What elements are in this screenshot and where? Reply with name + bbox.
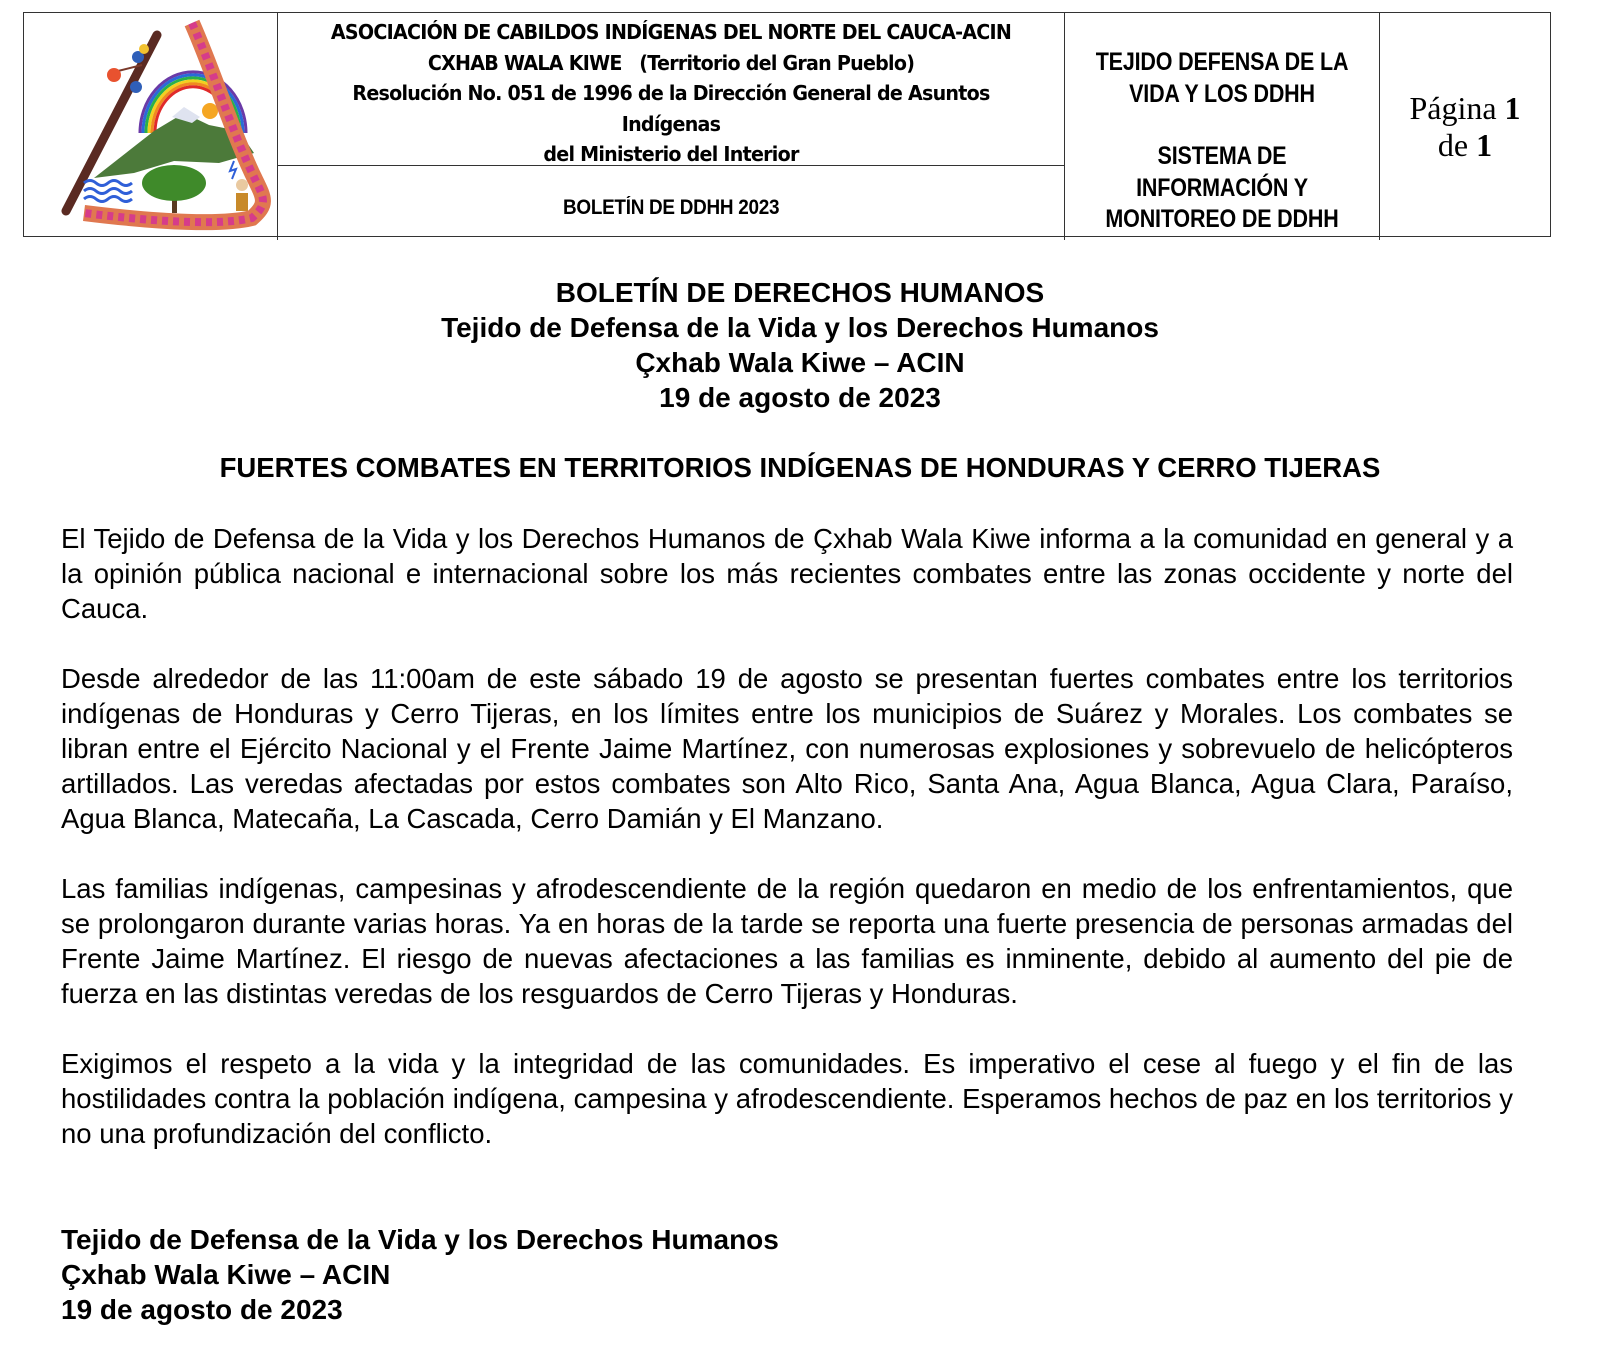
organization-cell — [278, 13, 1065, 240]
paragraph: Desde alrededor de las 11:00am de este sábado 19 de agosto se presentan fuertes combates entre los territorios indígenas de Honduras y Cerro Tijeras, en los límites entre los municipios de Suárez y Morales. Los combates se libran entre el Ejército Nacional y el Frente Jaime Martínez, con numerosas explosiones y sobrevuelo de helicópteros artillados. Las veredas afectadas por estos combates son Alto Rico, Santa Ana, Agua Blanca, Agua Clara, Paraíso, Agua Blanca, Matecaña, La Cascada, Cerro Damián y El Manzano. — [61, 663, 1513, 834]
signature-organization: Tejido de Defensa de la Vida y los Derechos Humanos — [61, 1224, 779, 1255]
document-label: BOLETÍN DE DDHH 2023 — [562, 196, 780, 219]
paragraph: Exigimos el respeto a la vida y la integridad de las comunidades. Es imperativo el cese al fuego y el fin de las hostilidades contra la población indígena, campesina y afrodescendiente. Esperamos hechos de paz en los territorios y no una profundización del conflicto. — [61, 1048, 1513, 1149]
signature-block — [61, 1222, 779, 1327]
bulletin-date: 19 de agosto de 2023 — [659, 382, 941, 413]
bulletin-title: BOLETÍN DE DERECHOS HUMANOS — [555, 277, 1045, 308]
headline: FUERTES COMBATES EN TERRITORIOS INDÍGENAS DE HONDURAS Y CERRO TIJERAS — [219, 452, 1381, 483]
logo-cell — [24, 13, 278, 240]
tejido-line: VIDA Y LOS DDHH — [1129, 79, 1315, 108]
paragraph: Las familias indígenas, campesinas y afrodescendiente de la región quedaron en medio de los enfrentamientos, que se prolongaron durante varias horas. Ya en horas de la tarde se reporta una fuerte presencia de personas armadas del Frente Jaime Martínez. El riesgo de nuevas afectaciones a las familias es inminente, debido al aumento del pie de fuerza en las distintas veredas de los resguardos de Cerro Tijeras y Honduras. — [61, 873, 1513, 1009]
sistema-line: INFORMACIÓN Y — [1136, 173, 1308, 202]
bulletin-body — [61, 521, 1513, 1186]
bulletin-subtitle: Tejido de Defensa de la Vida y los Derechos Humanos — [441, 312, 1159, 343]
organization-territory: CXHAB WALA KIWE (Territorio del Gran Pueblo) — [427, 50, 915, 75]
organization-info — [278, 13, 1064, 166]
page-number-cell — [1380, 13, 1550, 240]
bulletin-title-block — [0, 275, 1600, 415]
organization-name: ASOCIACIÓN DE CABILDOS INDÍGENAS DEL NORTE DEL CAUCA-ACIN — [330, 20, 1012, 44]
tejido-line: TEJIDO DEFENSA DE LA — [1095, 48, 1349, 76]
document-header-table — [23, 12, 1551, 237]
organization-ministry: del Ministerio del Interior — [543, 142, 799, 166]
signature-acin: Çxhab Wala Kiwe – ACIN — [61, 1259, 391, 1290]
signature-date: 19 de agosto de 2023 — [61, 1294, 343, 1325]
organization-resolution: Resolución No. 051 de 1996 de la Dirección General de Asuntos Indígenas — [352, 81, 990, 136]
tejido-cell — [1065, 13, 1380, 240]
page-number: Página 1 de 1 — [1409, 89, 1521, 163]
acin-logo-icon — [24, 13, 276, 235]
sistema-line: SISTEMA DE — [1157, 142, 1287, 170]
sistema-line: MONITOREO DE DDHH — [1105, 205, 1339, 233]
paragraph: El Tejido de Defensa de la Vida y los Derechos Humanos de Çxhab Wala Kiwe informa a la comunidad en general y a la opinión pública nacional e internacional sobre los más recientes combates entre las zonas occidente y norte del Cauca. — [61, 523, 1513, 624]
bulletin-organization: Çxhab Wala Kiwe – ACIN — [635, 347, 965, 378]
document-label-cell — [278, 166, 1064, 240]
